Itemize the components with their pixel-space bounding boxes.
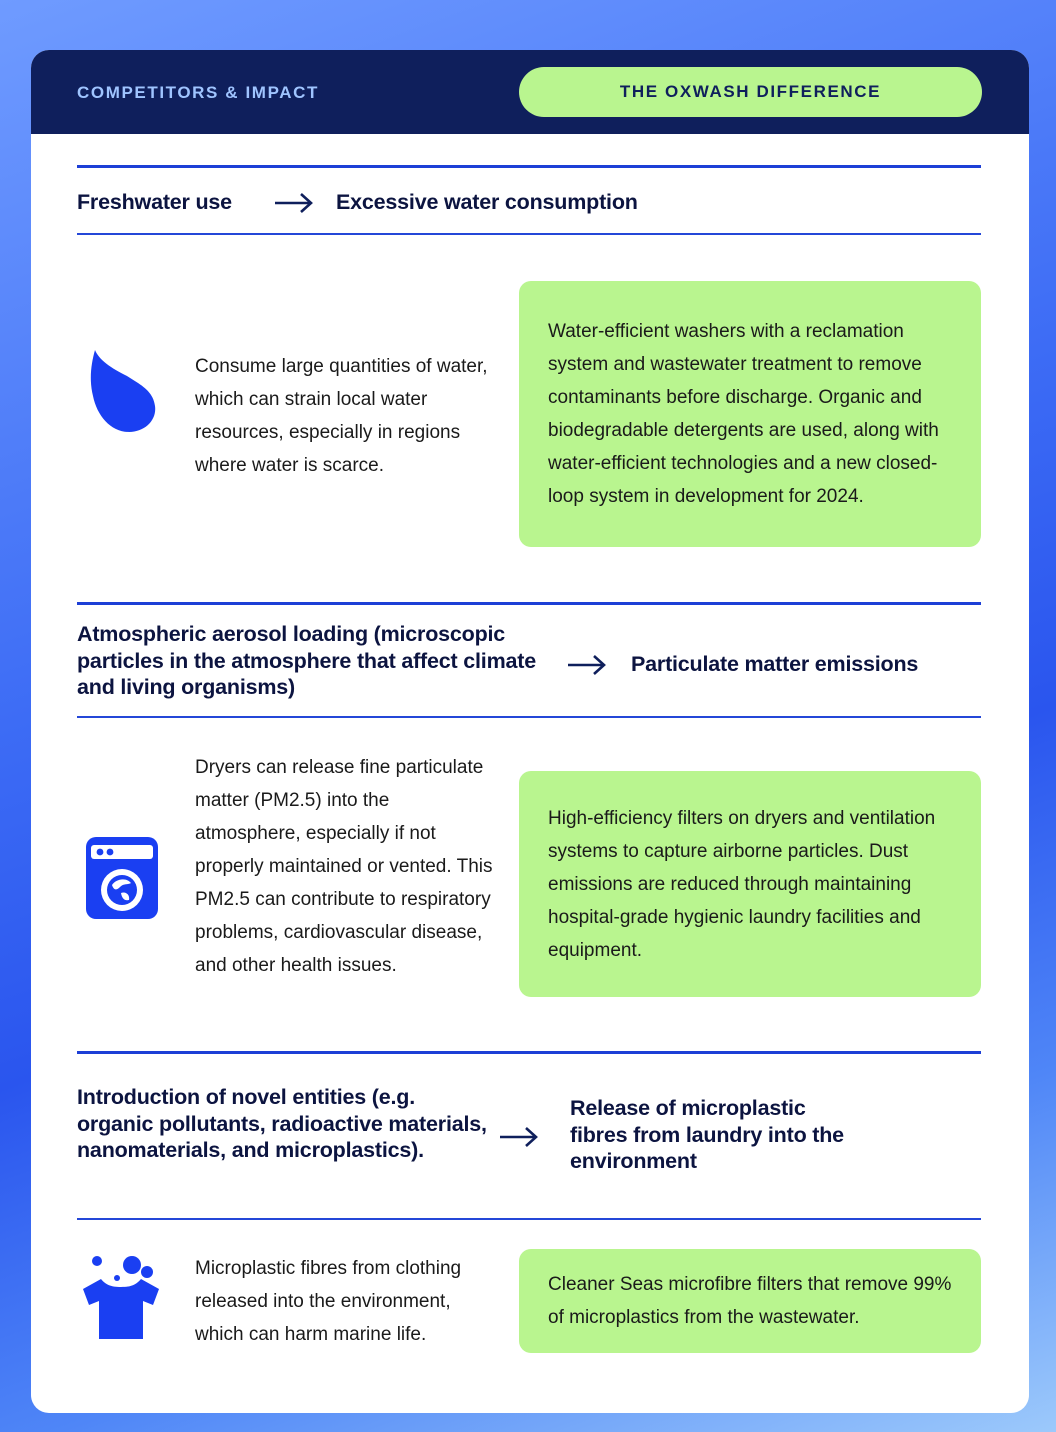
section-1-boundary-title: Freshwater use (77, 190, 232, 214)
section-3-oxwash-box (519, 1249, 981, 1353)
section-2-competitor-text: Dryers can release fine particulate matter (PM2.5) into the atmosphere, especially if not properly maintained or vented. This PM2.5 can contribute to respiratory problems, cardiovascular disease, and other health issues. (195, 757, 493, 976)
section-1-oxwash-box (519, 281, 981, 547)
section-1-competitor-text: Consume large quantities of water, which can strain local water resources, especially in regions where water is scarce. (195, 356, 488, 476)
section-1-oxwash-text: Water-efficient washers with a reclamation system and wastewater treatment to remove contaminants before discharge. Organic and biodegradable detergents are used, along with water-efficient technologies and a new closed-loop system in development for 2024. (548, 321, 939, 507)
section-2-oxwash-text: High-efficiency filters on dryers and ventilation systems to capture airborne particles. Dust emissions are reduced through maintaining hospital-grade hygienic laundry facilities and equipment. (548, 807, 936, 961)
section-1-impact-title: Excessive water consumption (336, 190, 638, 214)
washing-machine-icon (86, 837, 158, 919)
tab-competitors-impact[interactable]: COMPETITORS & IMPACT (77, 83, 319, 102)
content-card (31, 50, 1029, 1413)
tshirt-bubbles-icon (81, 1255, 161, 1341)
section-subdivider (77, 716, 981, 718)
header-bar (31, 50, 1029, 134)
section-2-oxwash-box (519, 771, 981, 997)
section-3-impact-title: Release of microplastic fibres from laundry into the environment (570, 1096, 844, 1173)
tab-oxwash-difference-label: THE OXWASH DIFFERENCE (619, 82, 882, 101)
section-divider (77, 602, 981, 605)
section-divider (77, 165, 981, 168)
arrow-right-icon (274, 191, 314, 215)
arrow-right-icon (567, 653, 607, 677)
section-subdivider (77, 1218, 981, 1220)
section-3-oxwash-text: Cleaner Seas microfibre filters that remove 99% of microplastics from the wastewater. (548, 1274, 952, 1328)
arrow-right-icon (499, 1125, 539, 1149)
section-3-boundary-title: Introduction of novel entities (e.g. organic pollutants, radioactive materials, nanomaterials, and microplastics). (77, 1085, 487, 1162)
section-3-competitor-text: Microplastic fibres from clothing released into the environment, which can harm marine life. (195, 1258, 462, 1345)
section-2-boundary-title: Atmospheric aerosol loading (microscopic particles in the atmosphere that affect climate and living organisms) (77, 622, 536, 699)
water-drop-icon (89, 348, 157, 432)
section-divider (77, 1051, 981, 1054)
section-2-impact-title: Particulate matter emissions (631, 652, 919, 676)
tab-oxwash-difference[interactable] (519, 67, 982, 117)
section-subdivider (77, 233, 981, 235)
